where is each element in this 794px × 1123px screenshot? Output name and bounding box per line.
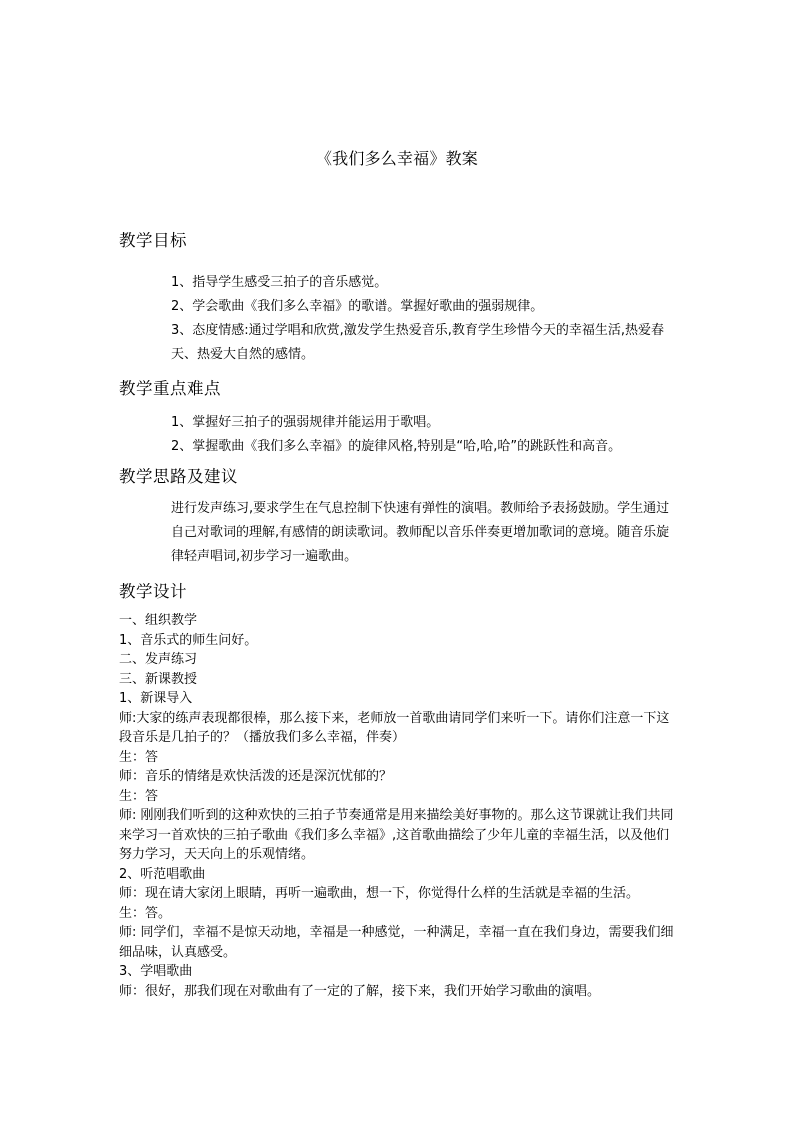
design-line: 师：现在请大家闭上眼睛，再听一遍歌曲，想一下，你觉得什么样的生活就是幸福的生活。 xyxy=(119,886,640,901)
key-point-item: 2、掌握歌曲《我们多么幸福》的旋律风格,特别是“哈,哈,哈”的跳跃性和高音。 xyxy=(171,439,622,454)
design-line: 师：很好，那我们现在对歌曲有了一定的了解，接下来，我们开始学习歌曲的演唱。 xyxy=(119,983,601,999)
heading-objectives: 教学目标 xyxy=(119,231,187,250)
design-line: 师：音乐的情绪是欢快活泼的还是深沉忧郁的？ xyxy=(119,769,393,784)
heading-key-points: 教学重点难点 xyxy=(119,379,221,398)
heading-approach: 教学思路及建议 xyxy=(119,467,238,486)
design-line: 1、音乐式的师生问好。 xyxy=(119,632,258,648)
design-line: 1、新课导入 xyxy=(119,691,193,706)
design-line: 生：答 xyxy=(119,788,159,804)
design-line: 师: 刚刚我们听到的这种欢快的三拍子节奏通常是用来描绘美好事物的。那么这节课就让我们共同来学习一首欢快的三拍子歌曲《我们多么幸福》,这首歌曲描绘了少年儿童的幸福生活，以及他们努力学习，天天向上的乐观情绪。 xyxy=(119,808,674,862)
page-title: 《我们多么幸福》教案 xyxy=(315,149,478,168)
design-line: 一、组织教学 xyxy=(119,613,198,628)
design-content xyxy=(119,611,679,1001)
key-point-item: 1、掌握好三拍子的强弱规律并能运用于歌唱。 xyxy=(171,415,440,430)
design-line: 二、发声练习 xyxy=(119,652,198,667)
objective-item: 1、指导学生感受三拍子的音乐感觉。 xyxy=(171,275,388,290)
design-line: 师: 同学们，幸福不是惊天动地，幸福是一种感觉，一种满足，幸福一直在我们身边，需要我们细细品味，认真感受。 xyxy=(119,925,674,960)
heading-design: 教学设计 xyxy=(119,582,187,601)
objective-item: 2、学会歌曲《我们多么幸福》的歌谱。掌握好歌曲的强弱规律。 xyxy=(171,299,544,314)
objectives-list xyxy=(171,271,671,367)
key-points-list xyxy=(171,411,671,459)
design-line: 三、新课教授 xyxy=(119,671,198,687)
design-line: 2、听范唱歌曲 xyxy=(119,866,206,882)
design-line: 3、学唱歌曲 xyxy=(119,964,193,979)
approach-text: 进行发声练习,要求学生在气息控制下快速有弹性的演唱。教师给予表扬鼓励。学生通过自己对歌词的理解,有感情的朗读歌词。教师配以音乐伴奏更增加歌词的意境。随音乐旋律轻声唱词,初步学习一遍歌曲。 xyxy=(171,501,670,564)
design-line: 生：答 xyxy=(119,749,159,765)
approach-paragraph xyxy=(171,497,674,569)
design-line: 师:大家的练声表现都很棒，那么接下来，老师放一首歌曲请同学们来听一下。请你们注意一下这段音乐是几拍子的？（播放我们多么幸福，伴奏） xyxy=(119,710,670,745)
objective-item: 3、态度情感:通过学唱和欣赏,激发学生热爱音乐,教育学生珍惜今天的幸福生活,热爱春天、热爱大自然的感情。 xyxy=(171,323,665,362)
design-line: 生：答。 xyxy=(119,905,172,921)
